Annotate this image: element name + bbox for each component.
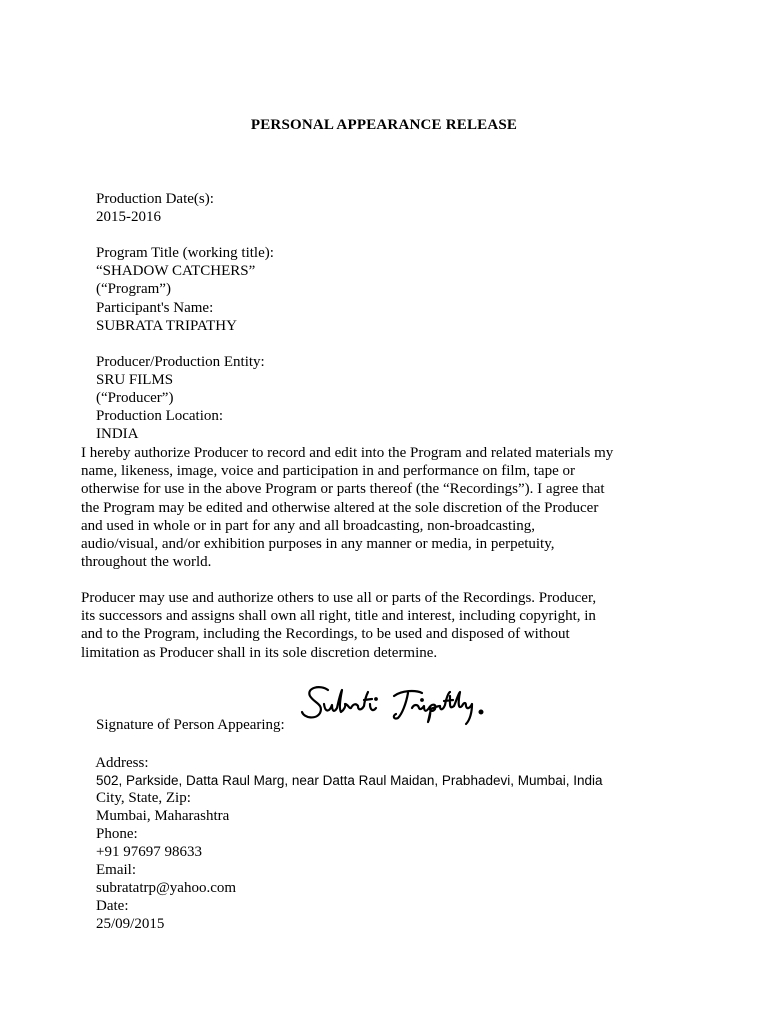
production-dates-value: 2015-2016 — [96, 209, 161, 225]
paragraph-line: its successors and assigns shall own all right, title and interest, including copyright, in — [81, 608, 596, 625]
production-location-label: Production Location: — [96, 408, 224, 424]
address-value: 502, Parkside, Datta Raul Marg, near Datta Raul Maidan, Prabhadevi, Mumbai, India — [96, 773, 603, 788]
rights-paragraph — [81, 589, 691, 662]
paragraph-line: and to the Program, including the Recordings, to be used and disposed of without — [81, 626, 570, 643]
producer-entity-suffix: (“Producer”) — [96, 390, 174, 406]
date-label: Date: — [96, 898, 129, 914]
phone-value: +91 97697 98633 — [96, 844, 202, 860]
producer-entity-label: Producer/Production Entity: — [96, 354, 265, 370]
authorization-paragraph — [81, 444, 691, 571]
paragraph-line: throughout the world. — [81, 554, 212, 571]
date-value: 25/09/2015 — [96, 916, 165, 932]
production-location-value: INDIA — [96, 426, 139, 442]
paragraph-line: limitation as Producer shall in its sole discretion determine. — [81, 644, 438, 661]
paragraph-line: name, likeness, image, voice and participation in and performance on film, tape or — [81, 463, 575, 480]
production-dates-label: Production Date(s): — [96, 191, 214, 207]
document-title: PERSONAL APPEARANCE RELEASE — [250, 117, 518, 133]
paragraph-line: Producer may use and authorize others to use all or parts of the Recordings. Producer, — [81, 590, 597, 606]
email-value: subratatrp@yahoo.com — [96, 880, 237, 896]
participant-name-value: SUBRATA TRIPATHY — [96, 318, 237, 334]
paragraph-line: otherwise for use in the above Program or parts thereof (the “Recordings”). I agree that — [81, 481, 605, 498]
date-row — [81, 879, 164, 951]
paragraph-line: I hereby authorize Producer to record and edit into the Program and related materials my — [81, 445, 614, 461]
city-state-zip-value: Mumbai, Maharashtra — [96, 808, 230, 824]
signature-label: Signature of Person Appearing: — [96, 717, 285, 733]
address-label: Address: — [95, 755, 149, 771]
paragraph-line: audio/visual, and/or exhibition purposes in any manner or media, in perpetuity, — [81, 536, 555, 553]
paragraph-line: and used in whole or in part for any and all broadcasting, non-broadcasting, — [81, 517, 536, 534]
handwritten-signature — [298, 682, 498, 726]
phone-label: Phone: — [96, 826, 138, 842]
producer-entity-value: SRU FILMS — [96, 372, 174, 388]
email-label: Email: — [96, 862, 136, 878]
city-state-zip-label: City, State, Zip: — [96, 790, 191, 806]
program-title-suffix: (“Program”) — [96, 281, 171, 297]
participant-name-label: Participant's Name: — [96, 300, 214, 316]
paragraph-line: the Program may be edited and otherwise altered at the sole discretion of the Producer — [81, 499, 599, 516]
program-title-value: “SHADOW CATCHERS” — [96, 263, 256, 279]
program-title-label: Program Title (working title): — [96, 245, 274, 261]
